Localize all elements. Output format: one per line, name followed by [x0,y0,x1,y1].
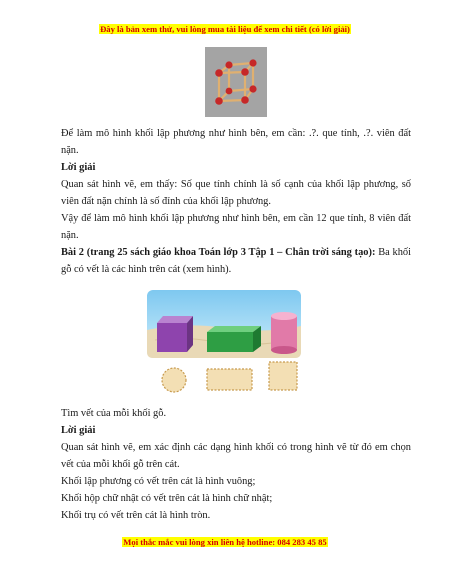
preview-banner [0,24,450,34]
solution-2-line-1: Khối lập phương có vết trên cát là hình vuông; [61,476,256,487]
solution-2-paragraph-1: Quan sát hình vẽ, em xác định các dạng hình khối có trong hình vẽ từ đó em chọn vết của mỗi khối gỗ trên cát. [61,442,411,470]
solution-1-paragraph-2: Vậy để làm mô hình khối lập phương như hình bên, em cần 12 que tính, 8 viên đất nặn. [61,213,411,241]
solution-1-paragraph-1: Quan sát hình vẽ, em thấy: Số que tính chính là số cạnh của khối lập phương, số viên đất nặn chính là số đỉnh của khối lập phương. [61,179,411,207]
solution-2-line-2: Khối hộp chữ nhật có vết trên cát là hình chữ nhật; [61,493,273,504]
preview-banner-text: Đây là bản xem thử, vui lòng mua tài liệu để xem chi tiết (có lời giải) [100,24,350,34]
wooden-blocks-image [145,288,303,400]
question-1: Để làm mô hình khối lập phương như hình bên, em cần: .?. que tính, .?. viên đất nặn. [61,128,411,156]
question-2-task: Tìm vết của mỗi khối gỗ. [61,408,167,419]
solution-heading-1: Lời giải [61,162,96,173]
matchstick-cube-image [205,47,267,117]
solution-heading-2: Lời giải [61,425,96,436]
question-2-title: Bài 2 (trang 25 sách giáo khoa Toán lớp 3 Tập 1 – Chân trời sáng tạo): [61,247,376,258]
solution-2-line-3: Khối trụ có vết trên cát là hình tròn. [61,510,211,521]
question-2-body: Ba khối gỗ có vết là các hình trên cát (xem hình). [61,247,411,275]
question-2 [61,244,411,278]
hotline-banner [0,537,450,547]
hotline-banner-text: Mọi thắc mắc vui lòng xin liên hệ hotline: 084 283 45 85 [123,537,327,547]
